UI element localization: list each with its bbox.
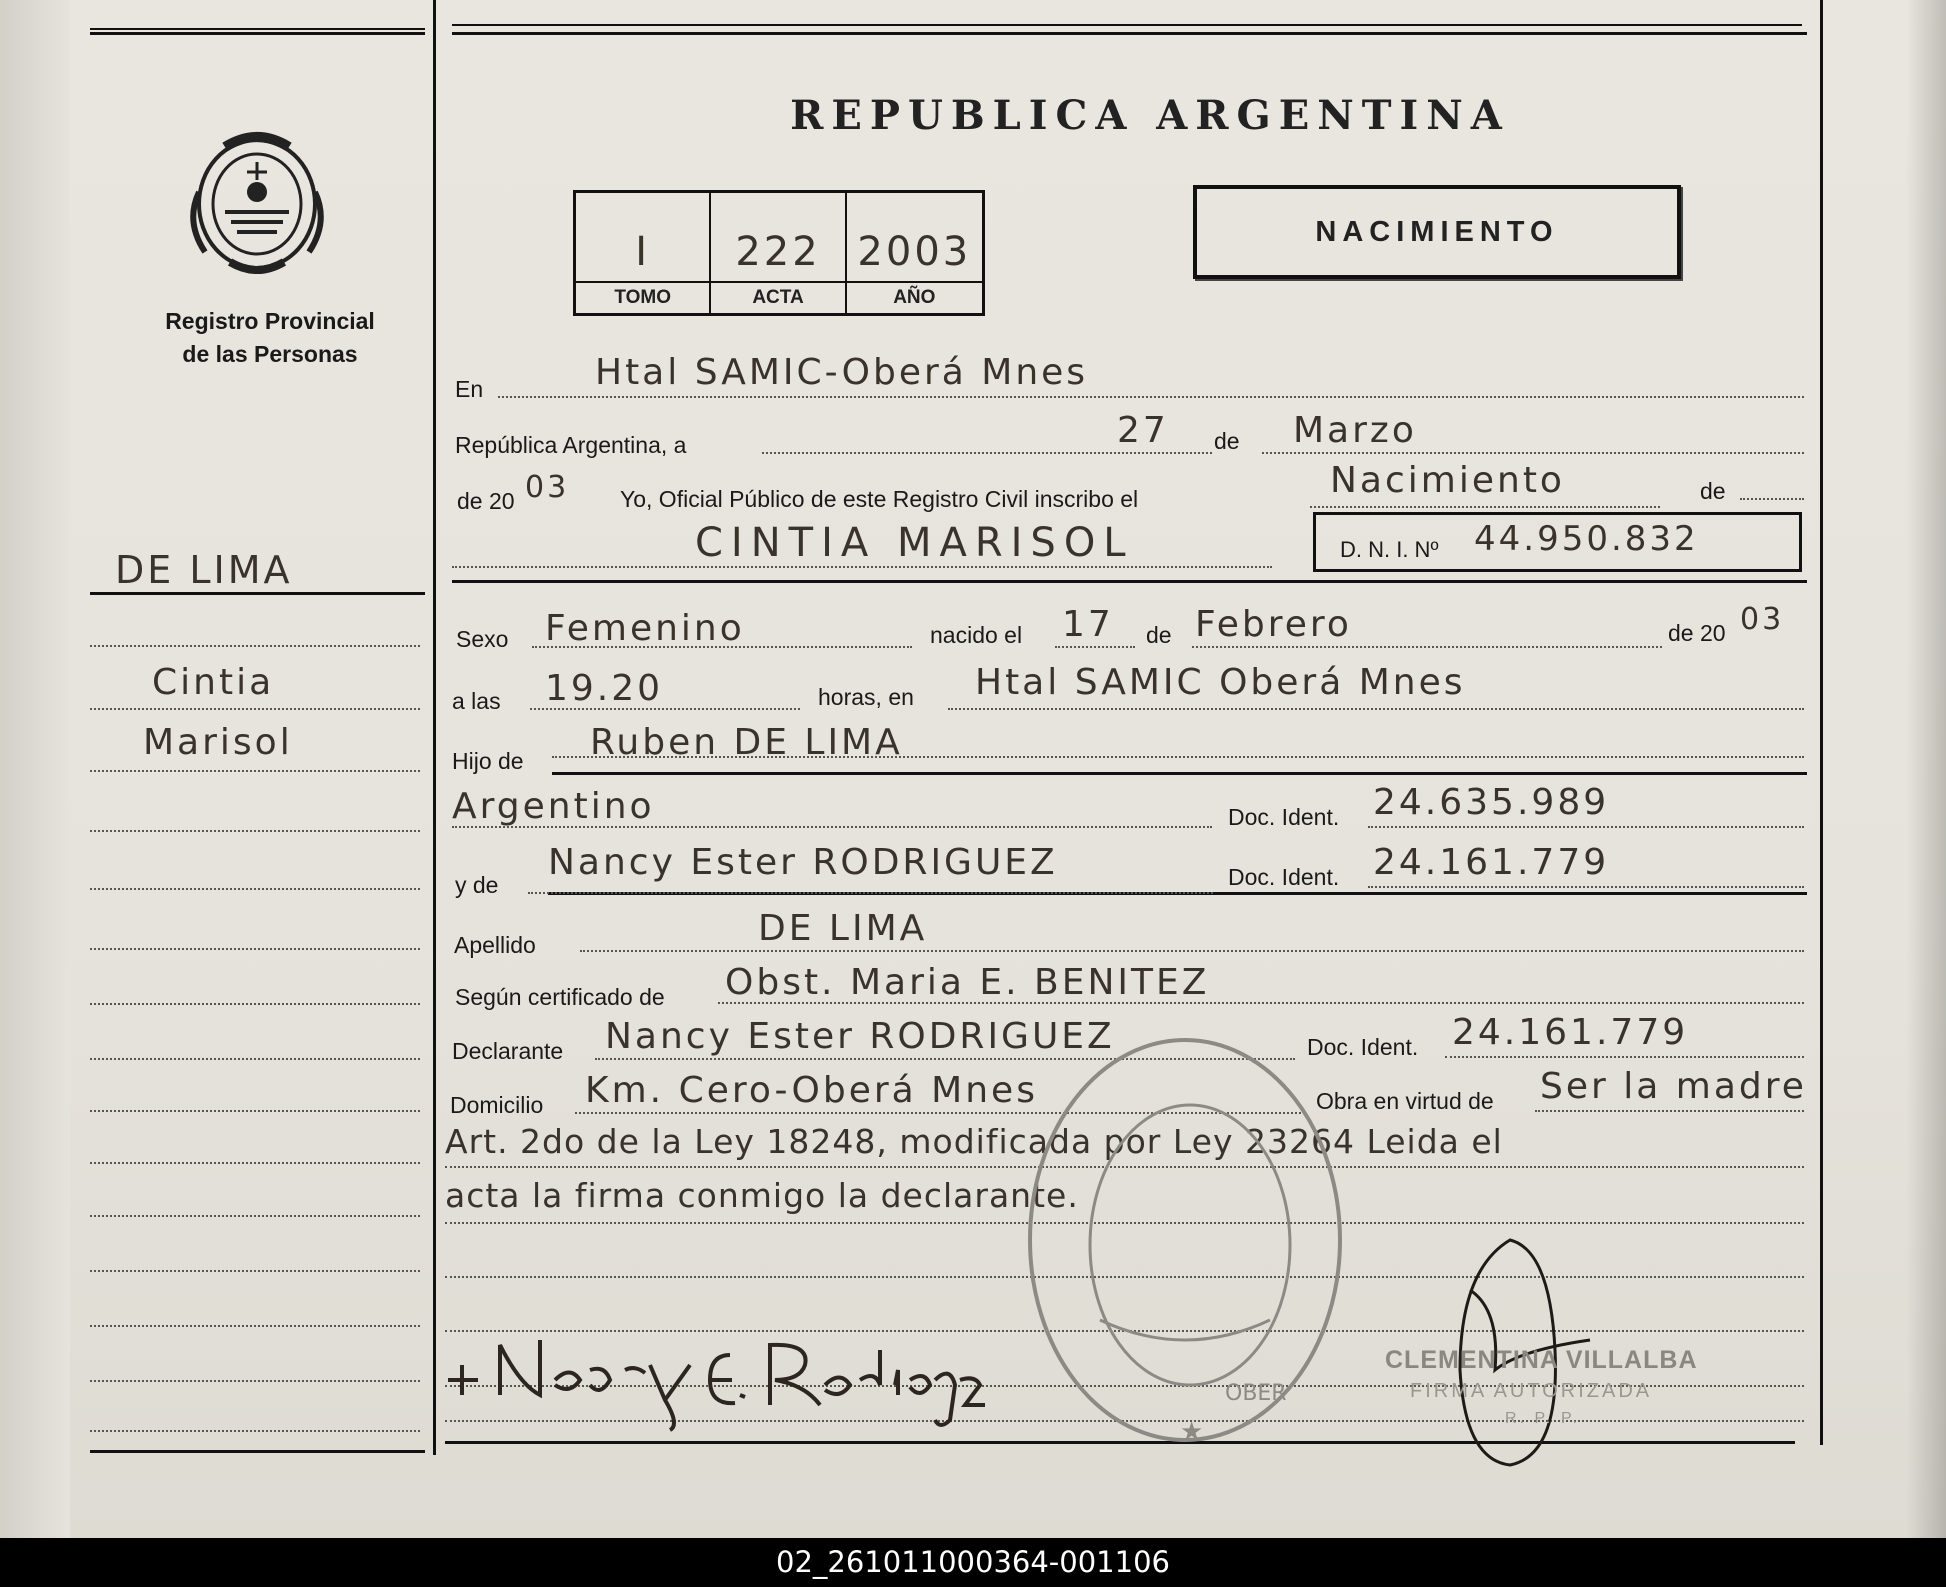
republica-label: República Argentina, a <box>455 432 687 458</box>
acta-value: 222 <box>711 193 846 281</box>
doc-ident-label-1: Doc. Ident. <box>1228 804 1340 830</box>
apellido-value: DE LIMA <box>758 908 928 949</box>
margin-dotted-line <box>90 1430 420 1432</box>
dotted-line <box>1368 886 1804 888</box>
margin-dotted-line <box>90 1110 420 1112</box>
margin-dotted-line <box>90 830 420 832</box>
nacido-label: nacido el <box>930 622 1023 648</box>
dotted-line <box>580 950 1804 952</box>
top-rule-left <box>90 28 425 30</box>
declarante-value: Nancy Ester RODRIGUEZ <box>605 1016 1115 1057</box>
margin-surname: DE LIMA <box>115 548 293 592</box>
official-stamp-icon <box>1020 1030 1350 1450</box>
dotted-line <box>762 452 1212 454</box>
margin-dotted-line <box>90 1325 420 1327</box>
tomo-label: TOMO <box>576 281 711 313</box>
sexo-label: Sexo <box>456 626 509 652</box>
birth-year-value: 03 <box>1740 602 1785 637</box>
tomo-value: I <box>576 193 711 281</box>
dotted-line <box>1535 1110 1804 1112</box>
dotted-line <box>1192 646 1662 648</box>
dni-box <box>1313 512 1802 572</box>
de-label-3: de <box>1146 622 1172 648</box>
observation-line-1: Art. 2do de la Ley 18248, modificada por Ley 23264 Leida el <box>445 1122 1503 1161</box>
official-sub: R. P. P. <box>1505 1410 1580 1427</box>
birth-day: 17 <box>1062 604 1114 645</box>
official-name: CLEMENTINA VILLALBA <box>1385 1346 1698 1374</box>
image-caption: 02_261011000364-001106 <box>0 1538 1946 1587</box>
right-border <box>1820 0 1823 1445</box>
father-doc: 24.635.989 <box>1373 782 1610 823</box>
domicilio-label: Domicilio <box>450 1092 544 1118</box>
registry-label <box>110 305 430 371</box>
margin-dotted-line <box>90 645 420 647</box>
a-las-label: a las <box>452 688 501 714</box>
svg-text:OBER: OBER <box>1225 1381 1287 1406</box>
declarante-label: Declarante <box>452 1038 564 1064</box>
mother-name: Nancy Ester RODRIGUEZ <box>548 842 1058 883</box>
acta-label: ACTA <box>711 281 846 313</box>
section-divider-2 <box>552 772 1807 775</box>
margin-dotted-line <box>90 1162 420 1164</box>
y-de-label: y de <box>455 872 499 898</box>
en-label: En <box>455 376 484 402</box>
obra-label: Obra en virtud de <box>1316 1088 1494 1114</box>
margin-dotted-line <box>90 1058 420 1060</box>
day-value: 27 <box>1117 410 1169 451</box>
dotted-line <box>948 708 1804 710</box>
declarant-signature-icon <box>440 1325 1000 1435</box>
doc-ident-label-2: Doc. Ident. <box>1228 864 1340 890</box>
father-name: Ruben DE LIMA <box>590 722 903 763</box>
month-value: Marzo <box>1293 410 1417 451</box>
year-value: 03 <box>525 470 570 505</box>
ano-value: 2003 <box>857 229 972 275</box>
dotted-line <box>1740 498 1804 500</box>
page-gutter <box>0 0 70 1538</box>
registry-label-line2: de las Personas <box>182 341 358 367</box>
birth-year-prefix: de 20 <box>1668 620 1726 646</box>
province-seal-icon <box>185 122 329 282</box>
margin-given-name-2: Marisol <box>143 722 293 763</box>
margin-dotted-line <box>90 1270 420 1272</box>
record-reference-box <box>573 190 985 316</box>
dotted-line <box>452 566 1272 568</box>
margin-surname-line <box>90 592 425 595</box>
page-title: REPUBLICA ARGENTINA <box>790 92 1510 139</box>
page-edge-shadow <box>1906 0 1946 1538</box>
oficial-text: Yo, Oficial Público de este Registro Civil inscribo el <box>620 486 1139 512</box>
margin-dotted-line <box>90 708 420 710</box>
observation-line-2: acta la firma conmigo la declarante. <box>445 1176 1079 1215</box>
declarante-doc: 24.161.779 <box>1452 1012 1689 1053</box>
svg-text:★: ★ <box>1180 1417 1204 1447</box>
column-divider <box>433 0 436 1455</box>
en-value: Htal SAMIC-Oberá Mnes <box>595 352 1089 393</box>
top-rule-right <box>452 24 1802 26</box>
margin-top-line <box>90 32 425 35</box>
de-label: de <box>1214 428 1240 454</box>
dotted-line <box>1262 452 1804 454</box>
de-label-2: de <box>1700 478 1726 504</box>
segun-label: Según certificado de <box>455 984 665 1010</box>
apellido-label: Apellido <box>454 932 536 958</box>
segun-value: Obst. Maria E. BENITEZ <box>725 962 1210 1003</box>
margin-bottom-line <box>90 1450 425 1453</box>
margin-dotted-line <box>90 1215 420 1217</box>
main-top-line <box>452 32 1807 35</box>
official-role: FIRMA AUTORIZADA <box>1410 1380 1653 1402</box>
sexo-value: Femenino <box>545 608 745 649</box>
birth-place: Htal SAMIC Oberá Mnes <box>975 662 1466 703</box>
margin-dotted-line <box>90 948 420 950</box>
dotted-line <box>1368 826 1804 828</box>
record-type-box: NACIMIENTO <box>1193 185 1681 279</box>
dotted-line <box>1055 646 1135 648</box>
hijo-label: Hijo de <box>452 748 524 774</box>
child-name: CINTIA MARISOL <box>695 520 1134 566</box>
dotted-line <box>528 892 1213 894</box>
margin-dotted-line <box>90 888 420 890</box>
birth-month: Febrero <box>1195 604 1352 645</box>
dotted-line <box>498 396 1804 398</box>
mother-doc: 24.161.779 <box>1373 842 1610 883</box>
margin-dotted-line <box>90 1003 420 1005</box>
margin-dotted-line <box>90 770 420 772</box>
ano-label: AÑO <box>847 281 982 313</box>
dotted-line <box>1445 1056 1804 1058</box>
obra-value: Ser la madre <box>1540 1066 1807 1107</box>
father-nationality: Argentino <box>452 786 655 827</box>
domicilio-value: Km. Cero-Oberá Mnes <box>585 1070 1038 1111</box>
dotted-line <box>1310 506 1660 508</box>
dni-label: D. N. I. Nº <box>1340 537 1439 562</box>
doc-ident-label-3: Doc. Ident. <box>1307 1034 1419 1060</box>
registry-label-line1: Registro Provincial <box>165 308 375 334</box>
horas-label: horas, en <box>818 684 914 710</box>
year-prefix: de 20 <box>457 488 515 514</box>
time-value: 19.20 <box>545 668 664 709</box>
dni-value: 44.950.832 <box>1474 519 1699 559</box>
margin-given-name-1: Cintia <box>152 662 275 703</box>
margin-dotted-line <box>90 1380 420 1382</box>
acto-value: Nacimiento <box>1330 460 1565 501</box>
section-divider-1 <box>452 580 1807 583</box>
